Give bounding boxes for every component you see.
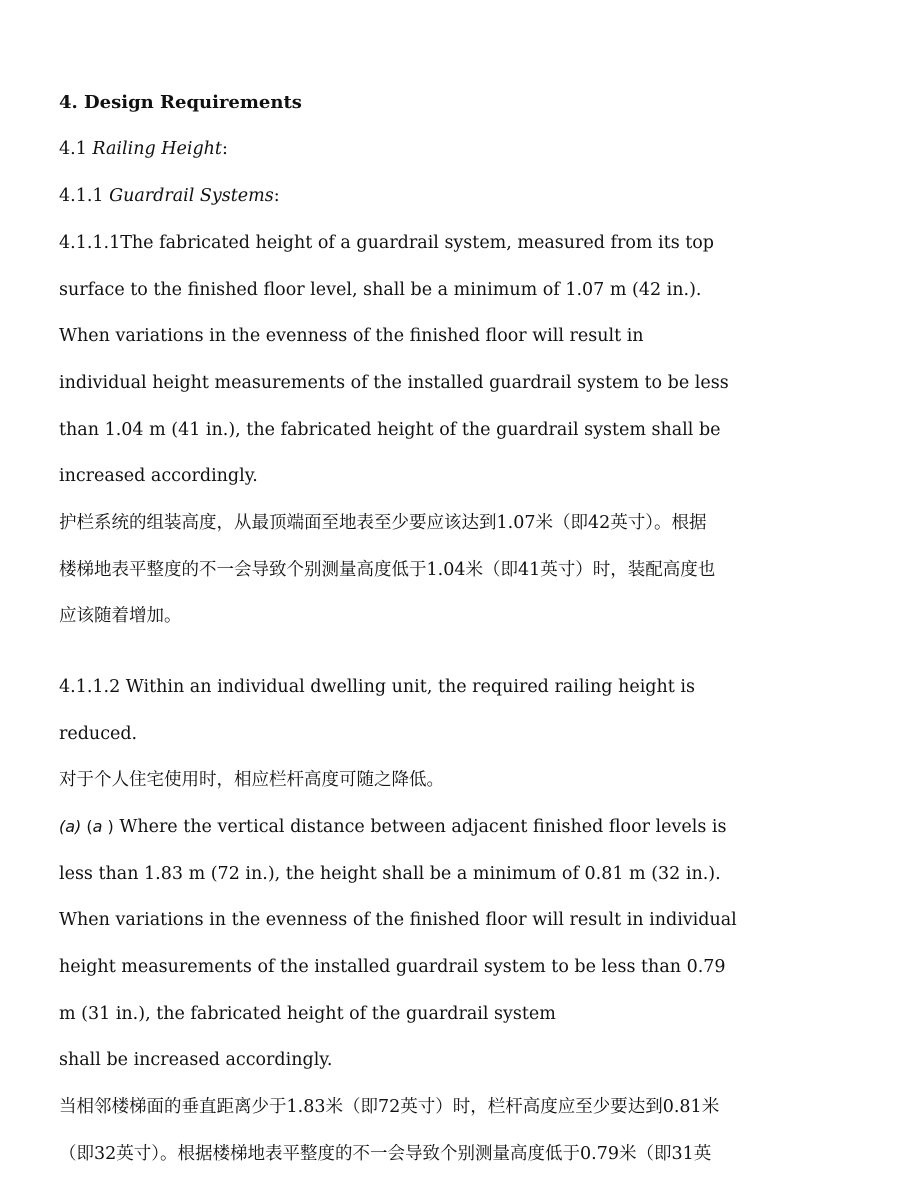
section-heading: 4. Design Requirements — [59, 92, 302, 113]
paragraph-line: When variations in the evenness of the finished floor will result in individual — [59, 910, 737, 930]
item-a-text: Where the vertical distance between adjacent finished floor levels is — [113, 817, 727, 837]
item-a-label-close: ) — [102, 817, 114, 836]
paragraph-line: height measurements of the installed guardrail system to be less than 0.79 — [59, 957, 726, 977]
translation-line: （即32英寸）。根据楼梯地表平整度的不一会导致个别测量高度低于0.79米（即31英 — [59, 1144, 712, 1164]
paragraph-line: m (31 in.), the fabricated height of the guardrail system — [59, 1004, 556, 1024]
paragraph-line: 4.1.1.1The fabricated height of a guardrail system, measured from its top — [59, 233, 715, 253]
translation-line: 护栏系统的组装高度，从最顶端面至地表至少要应该达到1.07米（即42英寸）。根据 — [59, 513, 707, 533]
item-a-label-italic: (a) — [59, 817, 82, 836]
paragraph-line: 4.1.1.2 Within an individual dwelling unit, the required railing height is — [59, 677, 695, 697]
paragraph-line: surface to the finished floor level, shall be a minimum of 1.07 m (42 in.). — [59, 280, 702, 300]
subsubsection-heading — [59, 184, 280, 208]
paragraph-line: individual height measurements of the installed guardrail system to be less — [59, 373, 729, 393]
paragraph-line: less than 1.83 m (72 in.), the height shall be a minimum of 0.81 m (32 in.). — [59, 864, 721, 884]
subsection-title: Railing Height — [92, 139, 222, 159]
paragraph-line: reduced. — [59, 724, 138, 744]
translation-line: 当相邻楼梯面的垂直距离少于1.83米（即72英寸）时，栏杆高度应至少要达到0.81米 — [59, 1097, 720, 1117]
paragraph-line: than 1.04 m (41 in.), the fabricated height of the guardrail system shall be — [59, 420, 721, 440]
item-a-first-line — [59, 815, 726, 839]
subsection-heading — [59, 137, 228, 161]
translation-line: 对于个人住宅使用时，相应栏杆高度可随之降低。 — [59, 770, 444, 790]
subsection-number: 4.1 — [59, 139, 93, 159]
subsubsection-colon: : — [273, 186, 280, 206]
subsubsection-number: 4.1.1 — [59, 186, 110, 206]
translation-line: 楼梯地表平整度的不一会导致个别测量高度低于1.04米（即41英寸）时，装配高度也 — [59, 560, 716, 580]
paragraph-line: shall be increased accordingly. — [59, 1050, 333, 1070]
subsection-colon: : — [221, 139, 228, 159]
item-a-label-letter: a — [92, 817, 103, 836]
translation-line: 应该随着增加。 — [59, 606, 182, 626]
paragraph-line: increased accordingly. — [59, 466, 258, 486]
item-a-label-open: ( — [81, 817, 93, 836]
paragraph-line: When variations in the evenness of the finished floor will result in — [59, 326, 644, 346]
subsubsection-title: Guardrail Systems — [109, 186, 274, 206]
